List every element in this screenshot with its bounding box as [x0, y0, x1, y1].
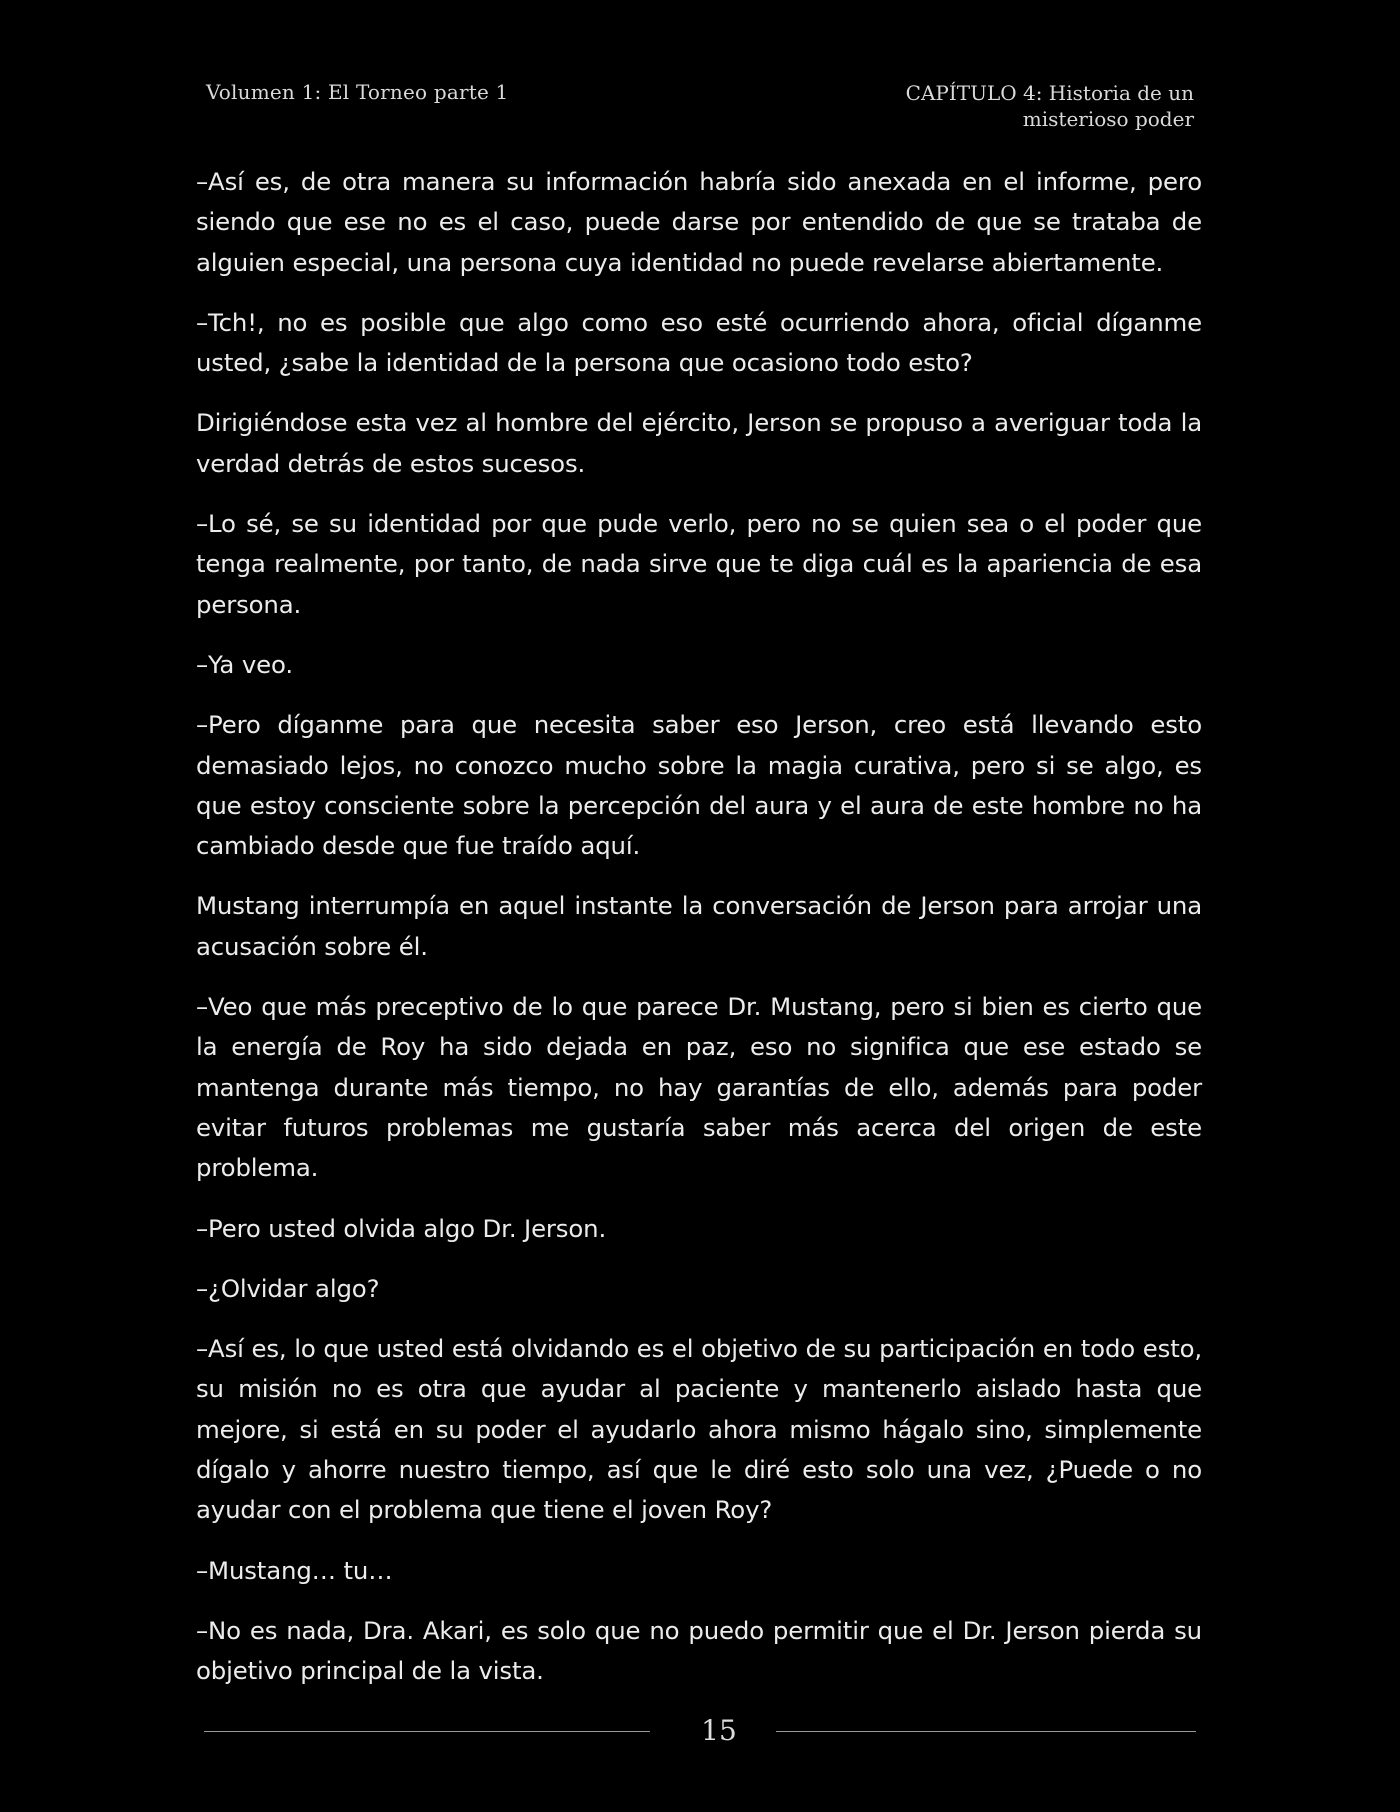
chapter-title — [864, 80, 1194, 132]
chapter-title-line-2: misterioso poder — [1022, 107, 1194, 131]
page-footer — [204, 1712, 1196, 1752]
paragraph: –No es nada, Dra. Akari, es solo que no puedo permitir que el Dr. Jerson pierda su objetivo principal de la vista. — [196, 1615, 1202, 1686]
paragraph: –Tch!, no es posible que algo como eso esté ocurriendo ahora, oficial díganme usted, ¿sabe la identidad de la persona que ocasiono todo esto? — [196, 307, 1202, 378]
paragraph: –Veo que más preceptivo de lo que parece Dr. Mustang, pero si bien es cierto que la energía de Roy ha sido dejada en paz, eso no significa que ese estado se mantenga durante más tiempo, no hay garantías de ello, además para poder evitar futuros problemas me gustaría saber más acerca del origen de este problema. — [196, 992, 1202, 1183]
page-number: 15 — [701, 1714, 737, 1747]
footer-divider-left — [204, 1731, 650, 1732]
paragraph: –Ya veo. — [196, 649, 293, 679]
footer-divider-right — [776, 1731, 1196, 1732]
paragraph: –Lo sé, se su identidad por que pude verlo, pero no se quien sea o el poder que tenga realmente, por tanto, de nada sirve que te diga cuál es la apariencia de esa persona. — [196, 509, 1202, 619]
paragraph: –Así es, lo que usted está olvidando es el objetivo de su participación en todo esto, su misión no es otra que ayudar al paciente y mantenerlo aislado hasta que mejore, si está en su poder el ayudarlo ahora mismo hágalo sino, simplemente dígalo y ahorre nuestro tiempo, así que le diré esto solo una vez, ¿Puede o no ayudar con el problema que tiene el joven Roy? — [196, 1334, 1202, 1525]
paragraph: Dirigiéndose esta vez al hombre del ejército, Jerson se propuso a averiguar toda la verdad detrás de estos sucesos. — [196, 408, 1202, 478]
paragraph: –Pero usted olvida algo Dr. Jerson. — [196, 1213, 607, 1243]
paragraph: Mustang interrumpía en aquel instante la conversación de Jerson para arrojar una acusación sobre él. — [196, 891, 1202, 961]
volume-title: Volumen 1: El Torneo parte 1 — [206, 80, 509, 104]
chapter-title-line-1: CAPÍTULO 4: Historia de un — [905, 81, 1194, 105]
paragraph: –Mustang… tu… — [196, 1555, 393, 1585]
paragraph: –¿Olvidar algo? — [196, 1273, 380, 1303]
paragraph: –Así es, de otra manera su información habría sido anexada en el informe, pero siendo que ese no es el caso, puede darse por entendido de que se trataba de alguien especial, una persona cuya identidad no puede revelarse abiertamente. — [196, 167, 1202, 277]
paragraph: –Pero díganme para que necesita saber eso Jerson, creo está llevando esto demasiado lejos, no conozco mucho sobre la magia curativa, pero si se algo, es que estoy consciente sobre la percepción del aura y el aura de este hombre no ha cambiado desde que fue traído aquí. — [196, 710, 1202, 861]
page-body — [196, 162, 1202, 1712]
